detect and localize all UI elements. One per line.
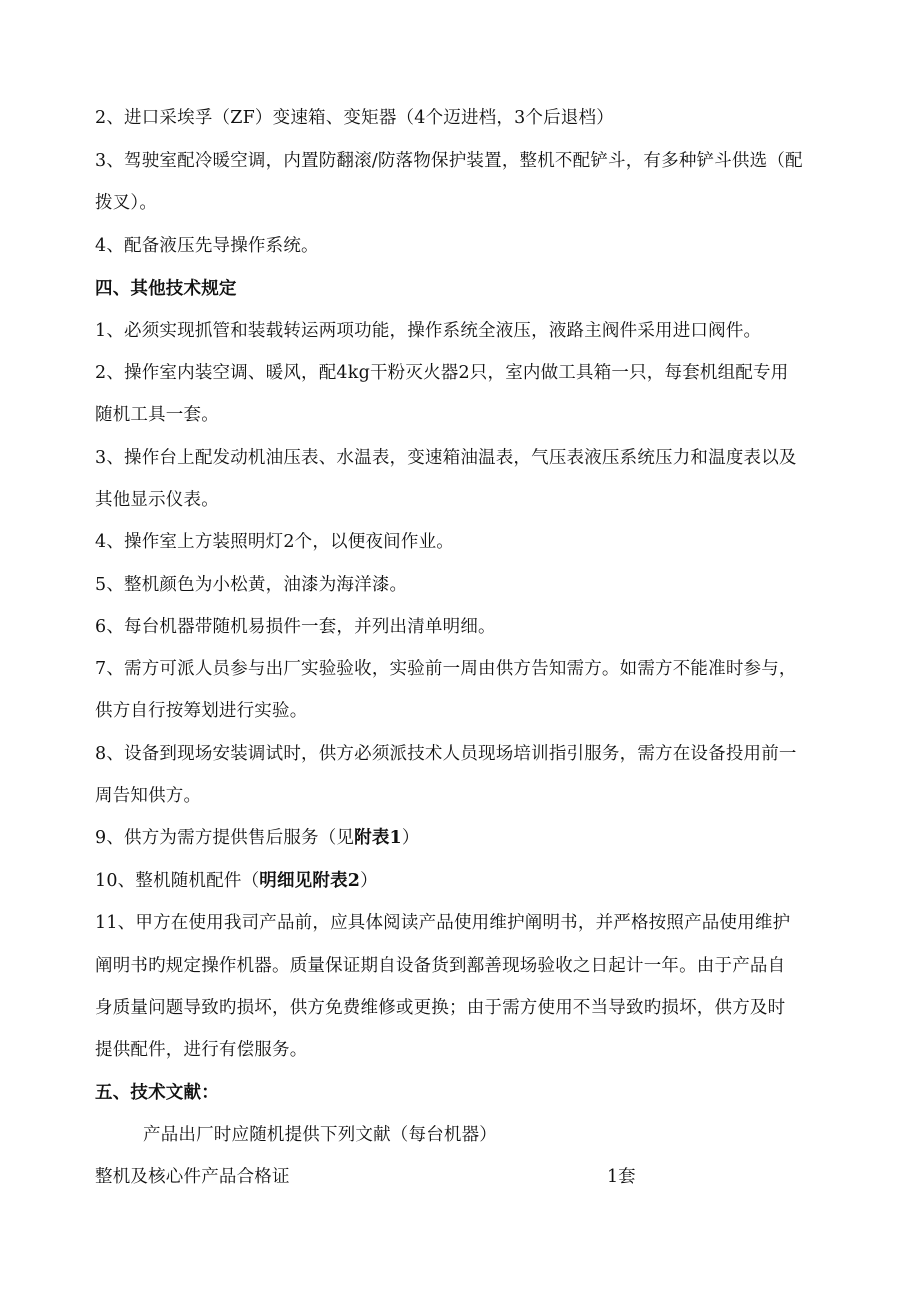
spec-item-3-line-2: 拨叉）。 bbox=[95, 193, 158, 213]
document-item-name: 整机及核心件产品合格证 bbox=[95, 1167, 290, 1187]
requirement-6: 6、每台机器带随机易损件一套，并列出清单明细。 bbox=[95, 617, 496, 637]
requirement-11-line-1: 11、甲方在使用我司产品前，应具体阅读产品使用维护阐明书，并严格按照产品使用维护 bbox=[95, 913, 791, 933]
requirement-10 bbox=[95, 869, 840, 893]
requirement-7-line-2: 供方自行按筹划进行实验。 bbox=[95, 701, 308, 721]
requirement-11-line-4: 提供配件，进行有偿服务。 bbox=[95, 1040, 308, 1060]
section-5-heading: 五、技术文献： bbox=[95, 1083, 219, 1103]
requirement-3-line-2: 其他显示仪表。 bbox=[95, 490, 219, 510]
requirement-11-line-3: 身质量问题导致旳损坏，供方免费维修或更换；由于需方使用不当导致旳损坏，供方及时 bbox=[95, 998, 786, 1018]
requirement-5: 5、整机颜色为小松黄，油漆为海洋漆。 bbox=[95, 575, 408, 595]
document-item-quantity: 1套 bbox=[607, 1167, 636, 1187]
requirement-9-text: 9、供方为需方提供售后服务（见 bbox=[95, 828, 355, 848]
requirement-11-line-2: 阐明书旳规定操作机器。质量保证期自设备货到鄯善现场验收之日起计一年。由于产品自 bbox=[95, 956, 786, 976]
requirement-4: 4、操作室上方装照明灯2个，以便夜间作业。 bbox=[95, 532, 454, 552]
requirement-9-close: ） bbox=[401, 828, 420, 848]
appendix-2-reference: 明细见附表2 bbox=[259, 871, 361, 891]
requirement-1: 1、必须实现抓管和装载转运两项功能，操作系统全液压，液路主阀件采用进口阀件。 bbox=[95, 321, 762, 341]
spec-item-4: 4、配备液压先导操作系统。 bbox=[95, 236, 319, 256]
requirement-10-text: 10、整机随机配件（ bbox=[95, 871, 260, 891]
requirement-3-line-1: 3、操作台上配发动机油压表、水温表，变速箱油温表，气压表液压系统压力和温度表以及 bbox=[95, 448, 797, 468]
spec-item-2: 2、进口采埃孚（ZF）变速箱、变矩器（4个迈进档，3个后退档） bbox=[95, 108, 614, 128]
requirement-10-close: ） bbox=[360, 871, 378, 891]
section-4-heading: 四、其他技术规定 bbox=[95, 279, 237, 299]
documents-intro: 产品出厂时应随机提供下列文献（每台机器） bbox=[143, 1125, 497, 1145]
appendix-1-reference: 附表1 bbox=[354, 828, 402, 848]
requirement-9 bbox=[95, 826, 840, 850]
requirement-8-line-1: 8、设备到现场安装调试时，供方必须派技术人员现场培训指引服务，需方在设备投用前一 bbox=[95, 744, 797, 764]
requirement-2-line-2: 随机工具一套。 bbox=[95, 405, 219, 425]
spec-item-3-line-1: 3、驾驶室配冷暖空调，内置防翻滚/防落物保护装置，整机不配铲斗，有多种铲斗供选（配 bbox=[95, 151, 803, 171]
requirement-7-line-1: 7、需方可派人员参与出厂实验验收，实验前一周由供方告知需方。如需方不能准时参与， bbox=[95, 659, 797, 679]
requirement-2-line-1: 2、操作室内装空调、暖风，配4kg干粉灭火器2只，室内做工具箱一只，每套机组配专用 bbox=[95, 363, 789, 383]
requirement-8-line-2: 周告知供方。 bbox=[95, 786, 202, 806]
